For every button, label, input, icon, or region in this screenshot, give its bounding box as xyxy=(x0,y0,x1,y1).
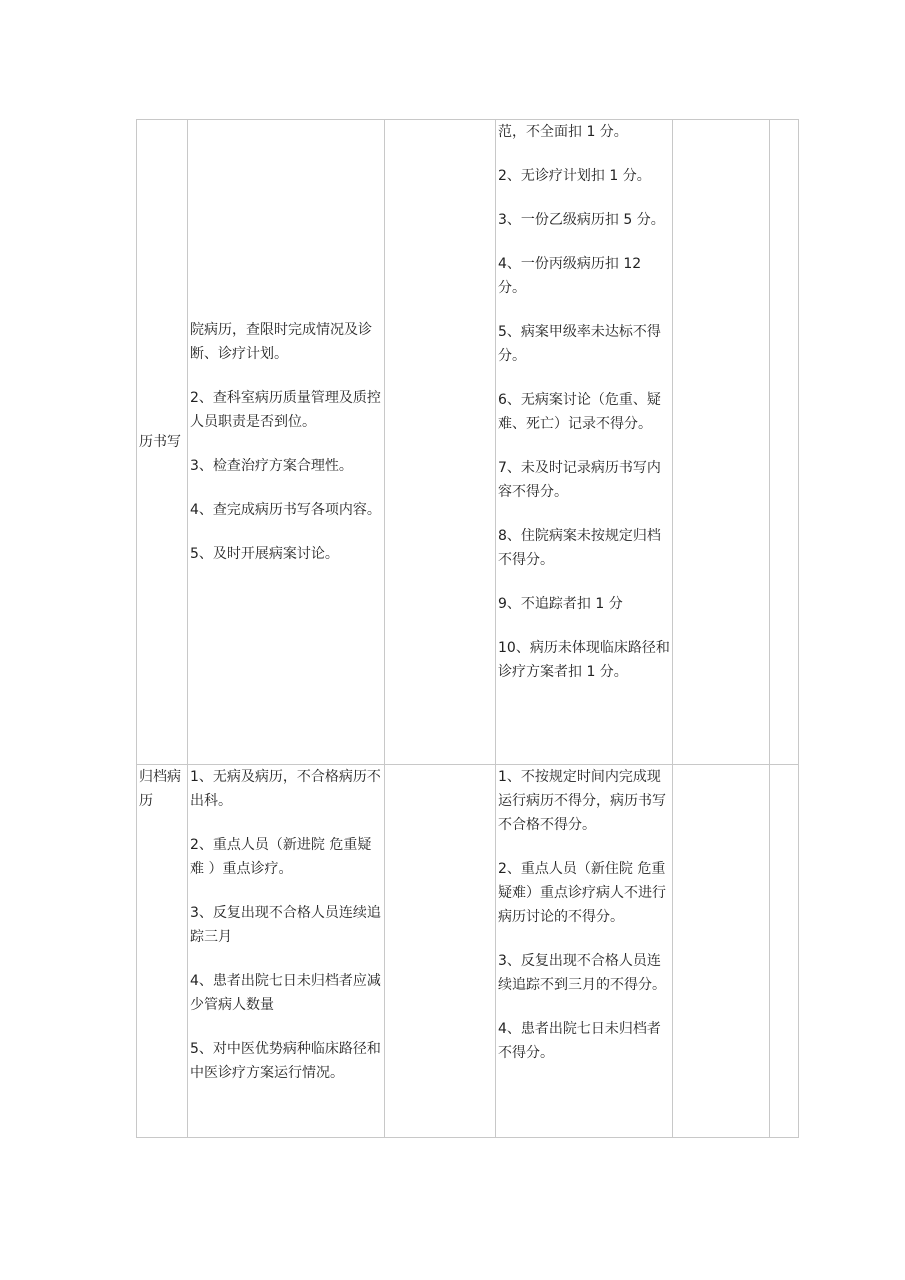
table-row xyxy=(137,765,799,1138)
empty-cell xyxy=(770,765,799,1138)
criteria-item: 2、无诊疗计划扣 1 分。 xyxy=(498,168,651,184)
evaluation-table xyxy=(136,119,799,1138)
empty-cell xyxy=(770,120,799,765)
criteria-item: 3、一份乙级病历扣 5 分。 xyxy=(498,212,665,228)
criteria-cell xyxy=(496,120,673,765)
category-cell xyxy=(137,765,188,1138)
criteria-cell xyxy=(496,765,673,1138)
criteria-item: 5、病案甲级率未达标不得分。 xyxy=(498,324,661,364)
check-method-item: 5、及时开展病案讨论。 xyxy=(190,546,339,562)
empty-cell xyxy=(385,765,496,1138)
category-label: 历书写 xyxy=(139,434,181,450)
check-method-cell xyxy=(188,120,385,765)
criteria-item: 7、未及时记录病历书写内容不得分。 xyxy=(498,460,661,500)
criteria-item: 8、住院病案未按规定归档不得分。 xyxy=(498,528,661,568)
category-label: 归档病历 xyxy=(139,769,181,809)
criteria-item: 3、反复出现不合格人员连续追踪不到三月的不得分。 xyxy=(498,953,666,993)
check-method-cell xyxy=(188,765,385,1138)
criteria-item: 6、无病案讨论（危重、疑难、死亡）记录不得分。 xyxy=(498,392,661,432)
check-method-item: 5、对中医优势病种临床路径和中医诊疗方案运行情况。 xyxy=(190,1041,381,1081)
check-method-item: 3、检查治疗方案合理性。 xyxy=(190,458,353,474)
criteria-item: 4、患者出院七日未归档者不得分。 xyxy=(498,1021,661,1061)
table-row xyxy=(137,120,799,765)
check-method-item: 4、查完成病历书写各项内容。 xyxy=(190,502,381,518)
check-method-item: 3、反复出现不合格人员连续追踪三月 xyxy=(190,905,381,945)
criteria-item: 9、不追踪者扣 1 分 xyxy=(498,596,623,612)
empty-cell xyxy=(673,120,770,765)
criteria-item: 10、病历未体现临床路径和诊疗方案者扣 1 分。 xyxy=(498,640,670,680)
check-method-item: 2、查科室病历质量管理及质控人员职责是否到位。 xyxy=(190,390,381,430)
category-cell xyxy=(137,120,188,765)
criteria-item: 1、不按规定时间内完成现运行病历不得分，病历书写不合格不得分。 xyxy=(498,769,666,833)
check-method-item: 4、患者出院七日未归档者应减少管病人数量 xyxy=(190,973,381,1013)
empty-cell xyxy=(385,120,496,765)
check-method-item: 1、无病及病历，不合格病历不出科。 xyxy=(190,769,381,809)
criteria-item: 4、一份丙级病历扣 12 分。 xyxy=(498,256,642,296)
criteria-item: 范，不全面扣 1 分。 xyxy=(498,124,628,140)
criteria-item: 2、重点人员（新住院 危重 疑难）重点诊疗病人不进行病历讨论的不得分。 xyxy=(498,861,666,925)
check-method-item: 院病历，查限时完成情况及诊断、诊疗计划。 xyxy=(190,322,372,362)
check-method-item: 2、重点人员（新进院 危重疑难 ）重点诊疗。 xyxy=(190,837,372,877)
empty-cell xyxy=(673,765,770,1138)
